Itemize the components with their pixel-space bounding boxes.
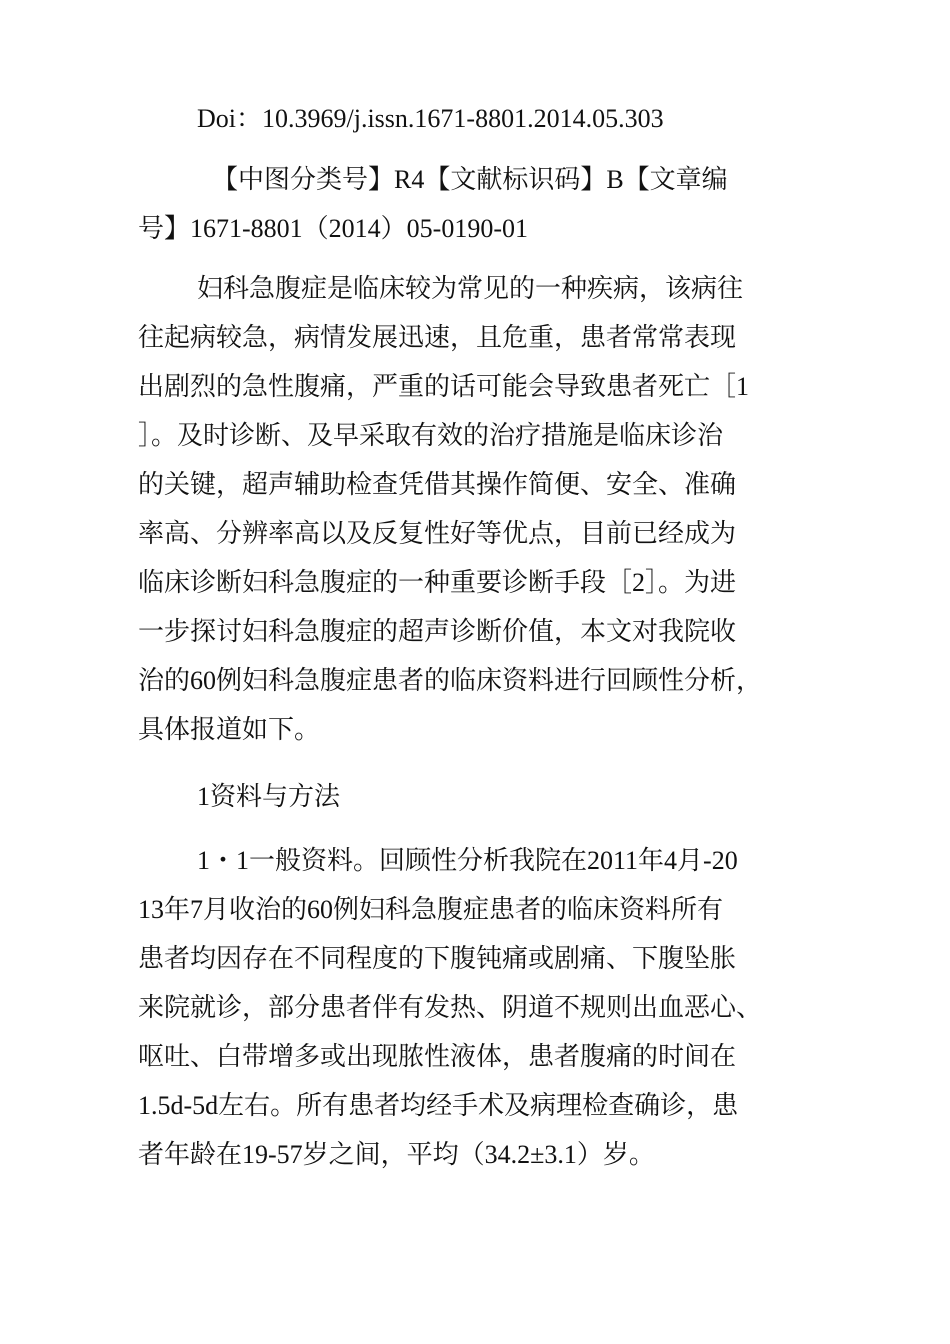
paragraph-line: 具体报道如下。 — [138, 715, 321, 744]
paragraph-line: 妇科急腹症是临床较为常见的一种疾病，该病往 — [197, 274, 744, 303]
paragraph-line: 患者均因存在不同程度的下腹钝痛或剧痛、下腹坠胀 — [138, 944, 737, 973]
paragraph-line: 往起病较急，病情发展迅速，且危重，患者常常表现 — [138, 323, 737, 352]
paragraph-line: 一步探讨妇科急腹症的超声诊断价值，本文对我院收 — [138, 617, 737, 646]
paragraph-line: 者年龄在19-57岁之间，平均（34.2±3.1）岁。 — [138, 1140, 655, 1169]
paragraph-line: 治的60例妇科急腹症患者的临床资料进行回顾性分析， — [138, 666, 763, 695]
paragraph-line: 的关键，超声辅助检查凭借其操作简便、安全、准确 — [138, 470, 737, 499]
paragraph-line: 率高、分辨率高以及反复性好等优点，目前已经成为 — [138, 519, 737, 548]
classification-line: 号】1671-8801（2014）05-0190-01 — [138, 214, 528, 243]
paragraph-line: 出剧烈的急性腹痛，严重的话可能会导致患者死亡［1 — [138, 372, 750, 401]
section-heading: 1资料与方法 — [197, 782, 341, 811]
paragraph-line: 1.5d-5d左右。所有患者均经手术及病理检查确诊，患 — [138, 1091, 739, 1120]
paragraph-line: 13年7月收治的60例妇科急腹症患者的临床资料所有 — [138, 895, 724, 924]
paragraph-line: 临床诊断妇科急腹症的一种重要诊断手段［2］。为进 — [138, 568, 737, 597]
paragraph-line: 来院就诊，部分患者伴有发热、阴道不规则出血恶心、 — [138, 993, 763, 1022]
paragraph-line: ］。及时诊断、及早采取有效的治疗措施是临床诊治 — [138, 421, 724, 450]
paragraph-line: 呕吐、白带增多或出现脓性液体，患者腹痛的时间在 — [138, 1042, 737, 1071]
paragraph-line: 1・1一般资料。回顾性分析我院在2011年4月-20 — [197, 846, 738, 875]
classification-line: 【中图分类号】R4【文献标识码】B【文章编 — [212, 165, 728, 194]
doi-line: Doi：10.3969/j.issn.1671-8801.2014.05.303 — [197, 104, 664, 133]
